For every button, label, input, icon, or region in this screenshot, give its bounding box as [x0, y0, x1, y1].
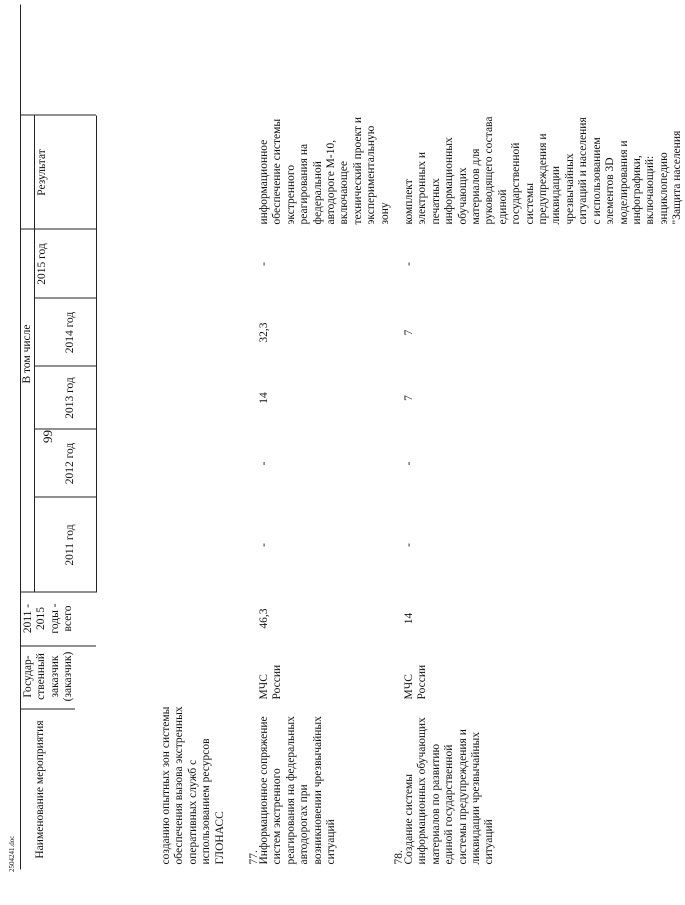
row-78-number: 78.	[393, 850, 405, 865]
row-77-2015: -	[258, 262, 270, 266]
row-77-2012: -	[258, 461, 270, 466]
row-continuation-name: созданию опытных зон системы обеспечения вызова экстренных оперативных служб с использованием ресурсов ГЛОНАСС	[160, 706, 226, 865]
row-78-result: комплект электронных и печатных информационных обучающих материалов для руководящего состава единой государственной системы предупреждения и ликвидации чрезвычайных ситуаций и населения с использованием элементов 3D моделирования и инфографики, включающий: энциклопедию "Защита населения	[403, 116, 684, 225]
row-77-result: информационное обеспечение системы экстренного реагирования на федеральной автодороге М-10, включающее технический проект и экспериментальную зону	[258, 117, 391, 225]
header-year-2012: 2012 год	[64, 442, 76, 485]
row-77-customer: МЧС России	[258, 664, 284, 700]
header-year-2015: 2015 год	[36, 243, 48, 285]
col-border-name	[20, 709, 75, 710]
header-total: 2011 - 2015 годы - всего	[22, 603, 75, 634]
row-77-2013: 14	[258, 392, 270, 404]
row-77-total: 46,3	[258, 608, 270, 629]
header-customer: Государ- ственный заказчик (заказчик)	[22, 651, 75, 702]
row-78-2012: -	[403, 461, 415, 466]
col-border-customer	[20, 646, 96, 647]
row-77-2014: 32,3	[258, 322, 270, 343]
footer-filename: 2504241.doc	[8, 835, 16, 872]
row-78-customer: МЧС России	[403, 664, 429, 700]
header-year-2014: 2014 год	[64, 311, 76, 354]
row-77-name: Информационное сопряжение систем экстренного реагирования на федеральных автодорогах при возникновении чрезвычайных ситуаций	[258, 716, 338, 865]
header-year-2013: 2013 год	[64, 377, 76, 419]
header-result: Результат	[36, 149, 48, 196]
row-77-2011: -	[258, 543, 270, 547]
header-including: В том числе	[21, 324, 33, 384]
row-78-2011: -	[403, 543, 415, 547]
row-77-number: 77.	[248, 850, 260, 865]
header-year-2011: 2011 год	[64, 524, 76, 566]
row-78-2015: -	[403, 262, 415, 266]
row-78-2013: 7	[403, 395, 415, 401]
header-name: Наименование мероприятия	[34, 720, 46, 859]
page-number: 99	[40, 430, 55, 443]
row-78-2014: 7	[403, 329, 415, 336]
row-78-total: 14	[403, 612, 415, 625]
row-78-name: Создание системы информационных обучающих материалов по развитию единой государственной системы предупреждения и ликвидации чрезвычайных ситуаций	[403, 717, 496, 865]
